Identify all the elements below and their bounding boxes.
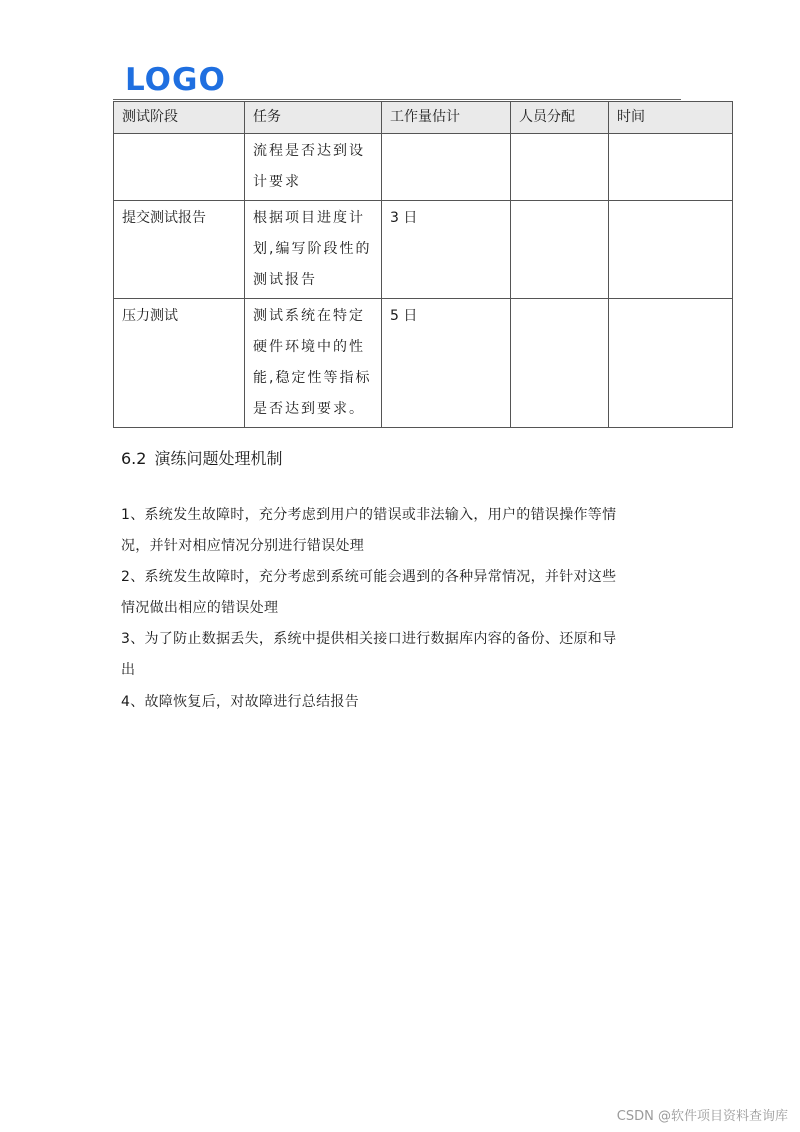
column-header-effort: 工作量估计 — [382, 102, 511, 134]
column-header-task: 任务 — [245, 102, 382, 134]
cell-staff — [511, 299, 609, 428]
cell-effort: 5 日 — [382, 299, 511, 428]
paragraph — [121, 624, 691, 686]
cell-effort: 3 日 — [382, 201, 511, 299]
task-line: 划,编写阶段性的 — [253, 241, 372, 257]
task-line: 硬件环境中的性 — [253, 339, 365, 355]
cell-stage — [114, 134, 245, 201]
cell-task — [245, 299, 382, 428]
section-heading — [121, 448, 282, 470]
section-number: 6.2 — [121, 449, 147, 468]
task-line: 流程是否达到设 — [253, 143, 365, 159]
task-line: 计要求 — [253, 174, 301, 190]
paragraph-line: 3、为了防止数据丢失，系统中提供相关接口进行数据库内容的备份、还原和导 — [121, 631, 617, 647]
cell-task — [245, 134, 382, 201]
paragraph-line: 出 — [121, 662, 136, 678]
task-line: 是否达到要求。 — [253, 401, 365, 417]
cell-effort — [382, 134, 511, 201]
table-row — [114, 299, 733, 428]
column-header-stage: 测试阶段 — [114, 102, 245, 134]
cell-task — [245, 201, 382, 299]
table-row — [114, 201, 733, 299]
table-header-row — [114, 102, 733, 134]
cell-stage: 提交测试报告 — [114, 201, 245, 299]
task-line: 能,稳定性等指标 — [253, 370, 372, 386]
paragraph — [121, 687, 691, 718]
cell-time — [609, 134, 733, 201]
test-plan-table — [113, 101, 733, 428]
cell-staff — [511, 201, 609, 299]
paragraph-line: 情况做出相应的错误处理 — [121, 600, 279, 616]
cell-stage: 压力测试 — [114, 299, 245, 428]
paragraph-line: 1、系统发生故障时，充分考虑到用户的错误或非法输入，用户的错误操作等情 — [121, 507, 617, 523]
task-line: 测试报告 — [253, 272, 317, 288]
paragraph — [121, 562, 691, 624]
watermark: CSDN @软件项目资料查询库 — [616, 1109, 788, 1124]
logo: LOGO — [125, 62, 226, 98]
paragraph-line: 4、故障恢复后，对故障进行总结报告 — [121, 694, 360, 710]
cell-time — [609, 299, 733, 428]
header-rule — [113, 99, 681, 100]
table-row — [114, 134, 733, 201]
column-header-staff: 人员分配 — [511, 102, 609, 134]
cell-staff — [511, 134, 609, 201]
paragraph-line: 2、系统发生故障时，充分考虑到系统可能会遇到的各种异常情况，并针对这些 — [121, 569, 617, 585]
cell-time — [609, 201, 733, 299]
paragraph-line: 况，并针对相应情况分别进行错误处理 — [121, 538, 365, 554]
task-line: 测试系统在特定 — [253, 308, 365, 324]
column-header-time: 时间 — [609, 102, 733, 134]
section-title: 演练问题处理机制 — [154, 449, 283, 468]
paragraph — [121, 500, 691, 562]
task-line: 根据项目进度计 — [253, 210, 365, 226]
